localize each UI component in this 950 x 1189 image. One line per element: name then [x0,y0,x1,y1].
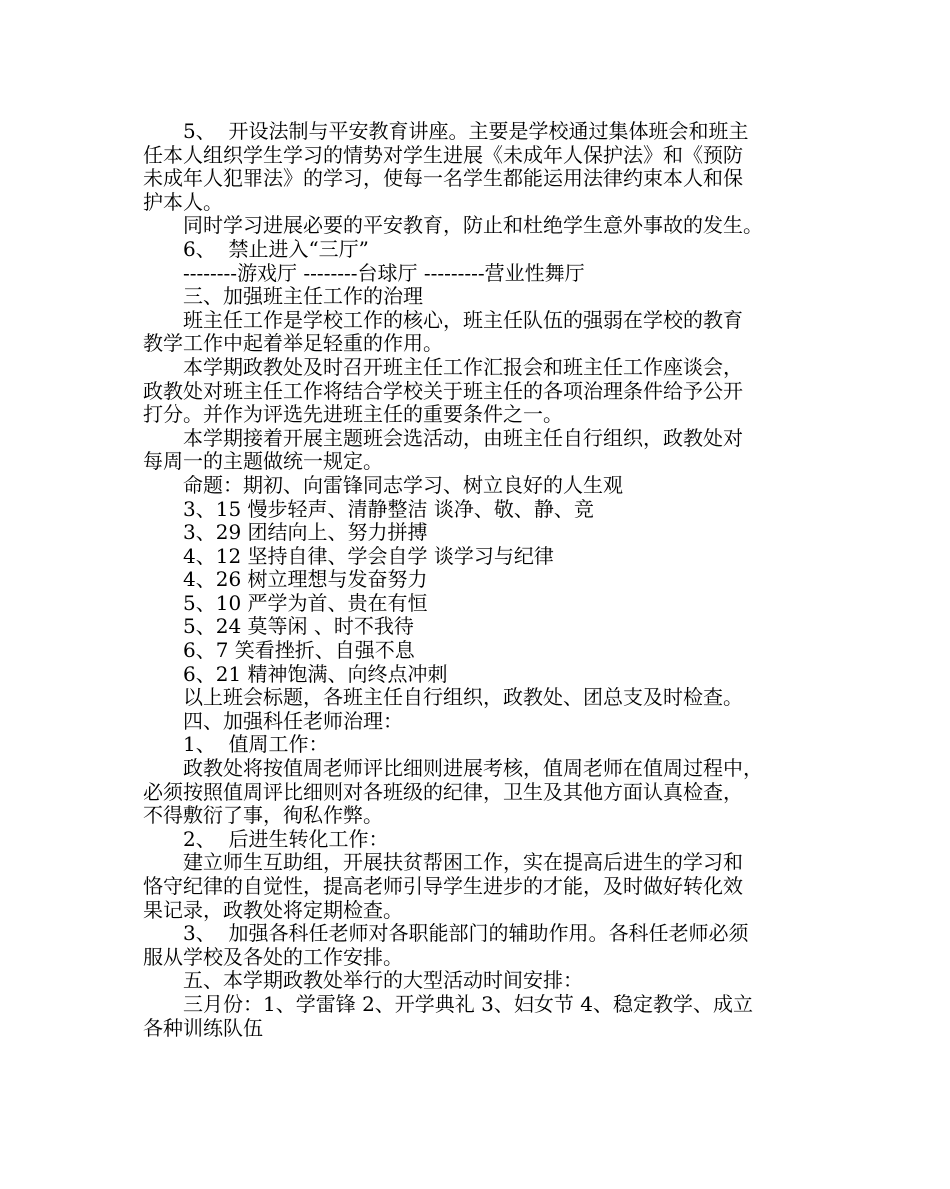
text-line: 建立师生互助组，开展扶贫帮困工作，实在提高后进生的学习和 [183,850,743,875]
text-line: 2、 后进生转化工作： [183,826,389,851]
text-line: 6、 禁止进入“三厅” [183,236,369,261]
text-line: 任本人组织学生学习的情势对学生进展《未成年人保护法》和《预防 [143,142,743,167]
text-line: --------游戏厅 --------台球厅 ---------营业性舞厅 [183,260,585,285]
text-line: 不得敷衍了事，徇私作弊。 [143,803,383,828]
text-line: 5、 开设法制与平安教育讲座。主要是学校通过集体班会和班主 [183,119,749,143]
schedule-item: 6、21 精神饱满、向终点冲刺 [183,661,448,686]
schedule-item: 5、24 莫等闲 、时不我待 [183,614,414,639]
schedule-item: 6、7 笑看挫折、自强不息 [183,638,415,663]
text-line: 未成年人犯罪法》的学习，使每一名学生都能运用法律约束本人和保 [143,166,743,191]
text-line: 命题：期初、向雷锋同志学习、树立良好的人生观 [183,472,623,497]
text-line: 1、 值周工作： [183,732,329,757]
section-heading: 五、本学期政教处举行的大型活动时间安排： [183,968,583,993]
text-line: 必须按照值周评比细则对各班级的纪律，卫生及其他方面认真检查， [143,779,743,804]
schedule-item: 3、29 团结向上、努力拼搏 [183,520,428,545]
text-line: 本学期接着开展主题班会选活动，由班主任自行组织，政教处对 [183,425,743,450]
text-line: 本学期政教处及时召开班主任工作汇报会和班主任工作座谈会， [183,354,743,379]
text-line: 恪守纪律的自觉性，提高老师引导学生进步的才能，及时做好转化效 [143,874,743,898]
text-line: 护本人。 [143,189,223,214]
section-heading: 三、加强班主任工作的治理 [183,284,423,309]
text-line: 每周一的主题做统一规定。 [143,449,383,474]
text-line: 各种训练队伍 [143,1015,263,1040]
text-line: 政教处将按值周老师评比细则进展考核，值周老师在值周过程中， [183,756,763,781]
text-line: 教学工作中起着举足轻重的作用。 [143,331,443,356]
text-line: 3、 加强各科任老师对各职能部门的辅助作用。各科任老师必须 [183,921,749,946]
schedule-item: 3、15 慢步轻声、清静整洁 谈净、敬、静、竞 [183,496,594,521]
text-line: 打分。并作为评选先进班主任的重要条件之一。 [143,402,563,427]
schedule-item: 4、12 坚持自律、学会自学 谈学习与纪律 [183,543,554,568]
text-line: 政教处对班主任工作将结合学校关于班主任的各项治理条件给予公开 [143,378,743,403]
schedule-item: 4、26 树立理想与发奋努力 [183,567,428,592]
text-line: 服从学校及各处的工作安排。 [143,944,403,969]
text-line: 以上班会标题，各班主任自行组织，政教处、团总支及时检查。 [183,685,743,710]
text-line: 三月份：1、学雷锋 2、开学典礼 3、妇女节 4、稳定教学、成立 [183,991,753,1016]
schedule-item: 5、10 严学为首、贵在有恒 [183,590,428,615]
text-line: 班主任工作是学校工作的核心，班主任队伍的强弱在学校的教育 [183,307,743,332]
section-heading: 四、加强科任老师治理： [183,708,403,733]
document-body [143,120,823,1040]
text-line: 果记录，政教处将定期检查。 [143,897,403,922]
text-line: 同时学习进展必要的平安教育，防止和杜绝学生意外事故的发生。 [183,213,763,238]
